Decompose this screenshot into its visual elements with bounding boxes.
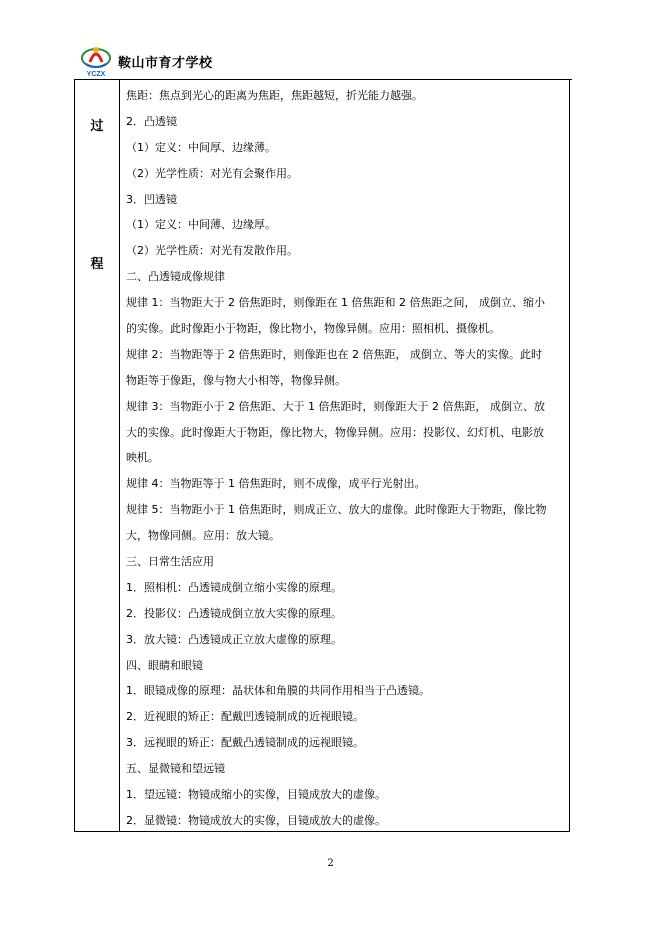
content-line: （2）光学性质：对光有会聚作用。 <box>126 166 298 180</box>
content-line: 3．远视眼的矫正：配戴凸透镜制成的远视眼镜。 <box>126 736 364 750</box>
content-line: 三、日常生活应用 <box>126 555 214 569</box>
content-line: 2．显微镜：物镜成放大的实像，目镜成放大的虚像。 <box>126 813 386 827</box>
school-logo <box>78 44 114 78</box>
content-column <box>126 83 566 834</box>
content-line: 规律 4：当物距等于 1 倍焦距时，则不成像，成平行光射出。 <box>126 477 426 491</box>
content-line: 规律 5：当物距小于 1 倍焦距时，则成正立、放大的虚像。此时像距大于物距，像比物 <box>126 503 547 517</box>
content-line: 2．近视眼的矫正：配戴凹透镜制成的近视眼镜。 <box>126 710 364 724</box>
content-line: 大的实像。此时像距大于物距，像比物大，物像异侧。应用：投影仪、幻灯机、电影放 <box>126 425 544 439</box>
content-table <box>74 80 570 832</box>
content-line: 二、凸透镜成像规律 <box>126 270 225 284</box>
side-label-guo: 过 <box>90 119 104 134</box>
content-line: 1．望远镜：物镜成缩小的实像，目镜成放大的虚像。 <box>126 788 386 802</box>
page-number: 2 <box>327 858 334 869</box>
content-line: 五、显微镜和望远镜 <box>126 762 225 776</box>
content-line: 2．凸透镜 <box>126 114 177 128</box>
side-label-cheng: 程 <box>90 257 104 272</box>
logo-text: YCZX <box>86 71 106 78</box>
content-line: 3．放大镜：凸透镜成正立放大虚像的原理。 <box>126 632 342 646</box>
content-line: 映机。 <box>126 451 159 465</box>
school-name: 鞍山市育才学校 <box>118 55 213 71</box>
content-line: 大，物像同侧。应用：放大镜。 <box>126 529 280 543</box>
content-line: 规律 3：当物距小于 2 倍焦距、大于 1 倍焦距时，则像距大于 2 倍焦距， 成倒立、放 <box>126 399 545 413</box>
content-line: （2）光学性质：对光有发散作用。 <box>126 244 298 258</box>
content-line: 3．凹透镜 <box>126 192 177 206</box>
content-line: 焦距：焦点到光心的距离为焦距，焦距越短，折光能力越强。 <box>126 89 423 102</box>
content-line: 1．眼镜成像的原理：晶状体和角膜的共同作用相当于凸透镜。 <box>126 684 430 698</box>
content-line: （1）定义：中间厚、边缘薄。 <box>126 140 276 154</box>
section-label-column <box>75 80 120 831</box>
page-header <box>78 44 213 78</box>
content-line: 规律 1：当物距大于 2 倍焦距时，则像距在 1 倍焦距和 2 倍焦距之间， 成倒立、缩小 <box>126 296 545 310</box>
content-line: 四、眼睛和眼镜 <box>126 658 203 672</box>
content-line: 规律 2：当物距等于 2 倍焦距时，则像距也在 2 倍焦距， 成倒立、等大的实像。此时 <box>126 347 542 361</box>
content-line: 物距等于像距，像与物大小相等，物像异侧。 <box>126 373 346 387</box>
content-line: 2．投影仪：凸透镜成倒立放大实像的原理。 <box>126 606 342 620</box>
content-line: 的实像。此时像距小于物距，像比物小，物像异侧。应用：照相机、摄像机。 <box>126 322 500 336</box>
content-line: 1．照相机：凸透镜成倒立缩小实像的原理。 <box>126 580 342 594</box>
content-line: （1）定义：中间薄、边缘厚。 <box>126 218 276 232</box>
